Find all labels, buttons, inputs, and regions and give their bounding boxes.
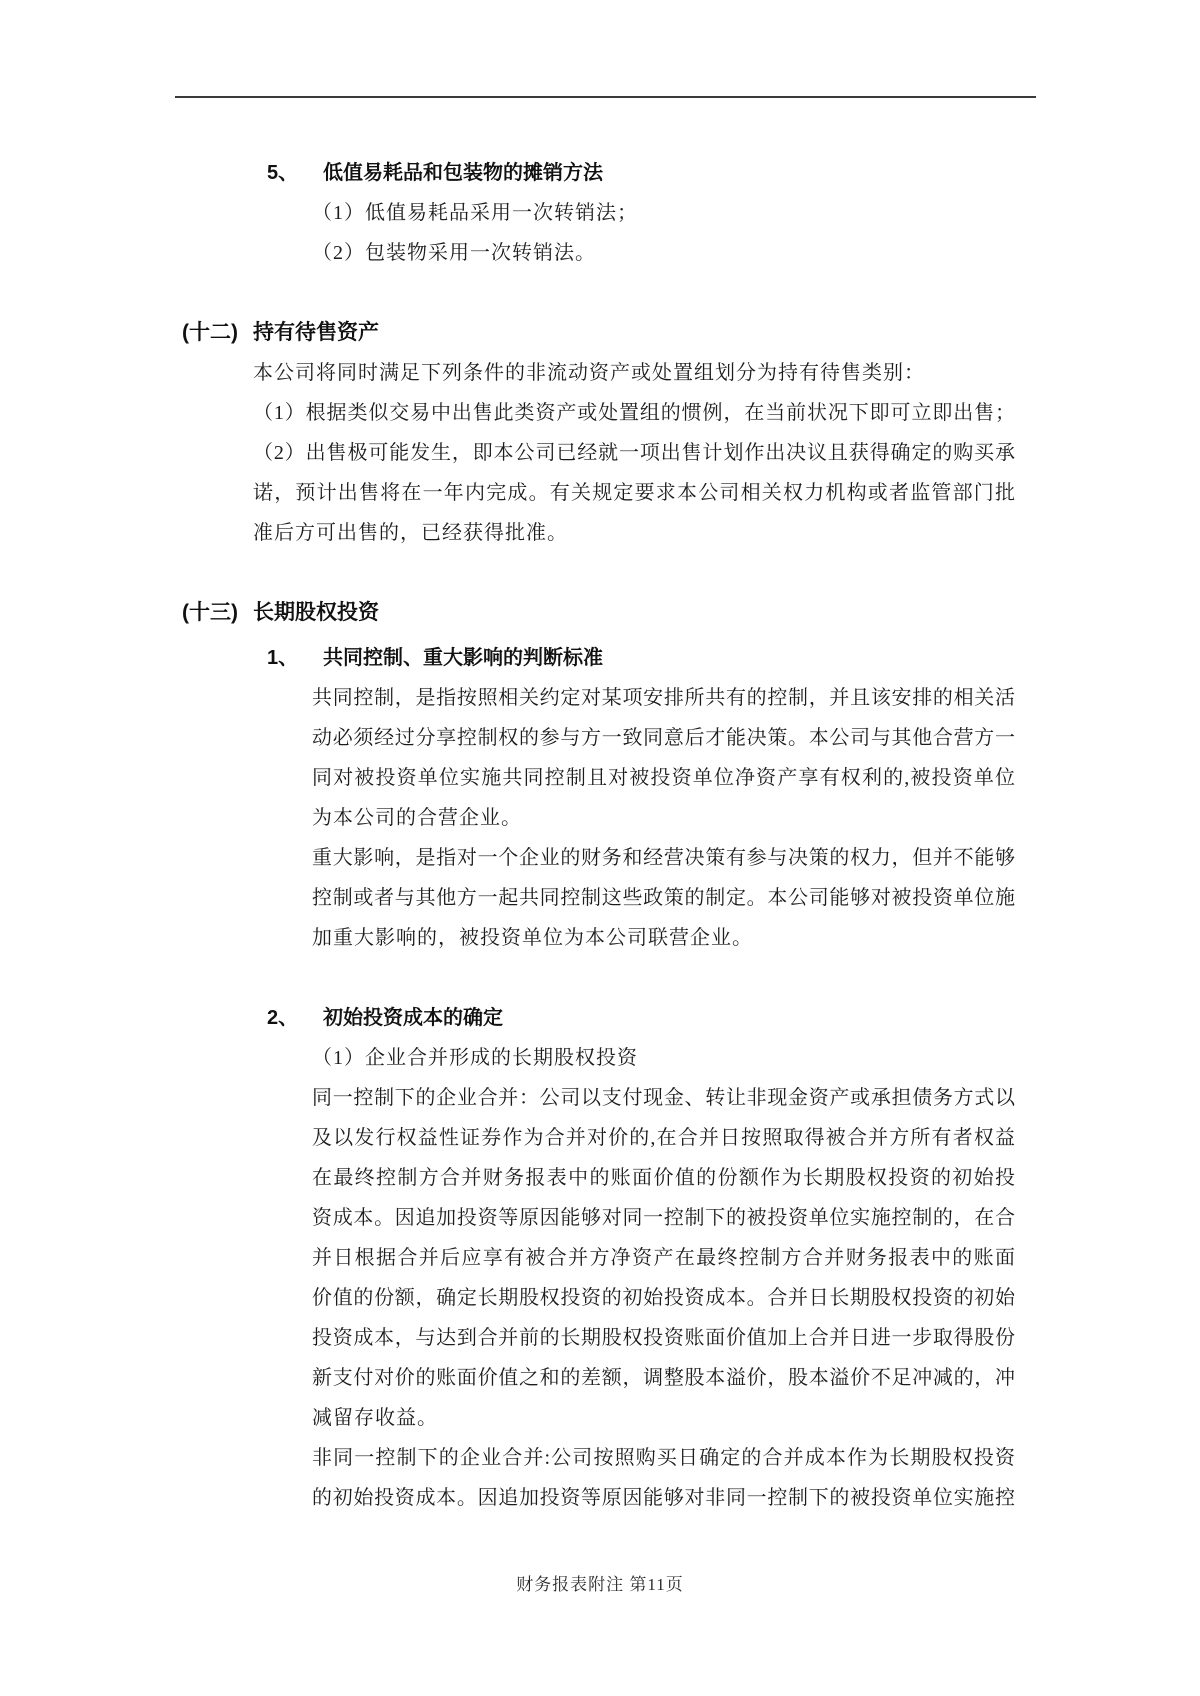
text-line: 共同控制，是指按照相关约定对某项安排所共有的控制，并且该安排的相关活 — [312, 687, 1015, 709]
section-heading — [0, 593, 1200, 633]
page-footer: 财务报表附注 第11页 — [516, 1575, 684, 1594]
header-divider — [175, 96, 1036, 98]
heading-title: 低值易耗品和包装物的摊销方法 — [323, 162, 603, 184]
heading-number: 2、 — [267, 1007, 299, 1029]
text-line: （1）低值易耗品采用一次转销法； — [312, 202, 638, 224]
text-line: 加重大影响的，被投资单位为本公司联营企业。 — [312, 927, 753, 949]
text-line: （1）企业合并形成的长期股权投资 — [312, 1047, 638, 1069]
subsection-heading — [0, 638, 1200, 678]
heading-title: 持有待售资产 — [253, 321, 379, 344]
text-line: 新支付对价的账面价值之和的差额，调整股本溢价，股本溢价不足冲减的，冲 — [312, 1367, 1015, 1389]
heading-number: (十三) — [182, 601, 238, 624]
heading-number: 1、 — [267, 647, 299, 669]
heading-title: 初始投资成本的确定 — [323, 1007, 503, 1029]
text-line: 及以发行权益性证券作为合并对价的,在合并日按照取得被合并方所有者权益 — [312, 1127, 1015, 1149]
heading-number: 5、 — [267, 162, 299, 184]
text-line: 减留存收益。 — [312, 1407, 438, 1429]
text-line: 重大影响，是指对一个企业的财务和经营决策有参与决策的权力，但并不能够 — [312, 847, 1015, 869]
text-line: 在最终控制方合并财务报表中的账面价值的份额作为长期股权投资的初始投 — [312, 1167, 1015, 1189]
subsection-heading — [0, 153, 1200, 193]
text-line: 为本公司的合营企业。 — [312, 807, 522, 829]
heading-number: (十二) — [182, 321, 238, 344]
text-line: （2）包装物采用一次转销法。 — [312, 242, 596, 264]
text-line: 非同一控制下的企业合并:公司按照购买日确定的合并成本作为长期股权投资 — [312, 1447, 1015, 1469]
text-line: 诺，预计出售将在一年内完成。有关规定要求本公司相关权力机构或者监管部门批 — [253, 482, 1015, 504]
heading-title: 长期股权投资 — [253, 601, 379, 624]
section-heading — [0, 313, 1200, 353]
text-line: 动必须经过分享控制权的参与方一致同意后才能决策。本公司与其他合营方一 — [312, 727, 1015, 749]
subsection-heading — [0, 998, 1200, 1038]
text-line: 的初始投资成本。因追加投资等原因能够对非同一控制下的被投资单位实施控 — [312, 1487, 1015, 1509]
text-line: 并日根据合并后应享有被合并方净资产在最终控制方合并财务报表中的账面 — [312, 1247, 1015, 1269]
text-line: （2）出售极可能发生，即本公司已经就一项出售计划作出决议且获得确定的购买承 — [253, 442, 1015, 464]
text-line: （1）根据类似交易中出售此类资产或处置组的惯例，在当前状况下即可立即出售； — [253, 402, 1015, 424]
heading-title: 共同控制、重大影响的判断标准 — [323, 647, 603, 669]
text-line: 价值的份额，确定长期股权投资的初始投资成本。合并日长期股权投资的初始 — [312, 1287, 1015, 1309]
text-line: 同一控制下的企业合并：公司以支付现金、转让非现金资产或承担债务方式以 — [312, 1087, 1015, 1109]
text-line: 本公司将同时满足下列条件的非流动资产或处置组划分为持有待售类别： — [253, 362, 925, 384]
text-line: 准后方可出售的，已经获得批准。 — [253, 522, 568, 544]
text-line: 同对被投资单位实施共同控制且对被投资单位净资产享有权利的,被投资单位 — [312, 767, 1015, 789]
document-content — [0, 153, 1200, 1518]
text-line: 控制或者与其他方一起共同控制这些政策的制定。本公司能够对被投资单位施 — [312, 887, 1015, 909]
text-line: 资成本。因追加投资等原因能够对同一控制下的被投资单位实施控制的，在合 — [312, 1207, 1015, 1229]
text-line: 投资成本，与达到合并前的长期股权投资账面价值加上合并日进一步取得股份 — [312, 1327, 1015, 1349]
